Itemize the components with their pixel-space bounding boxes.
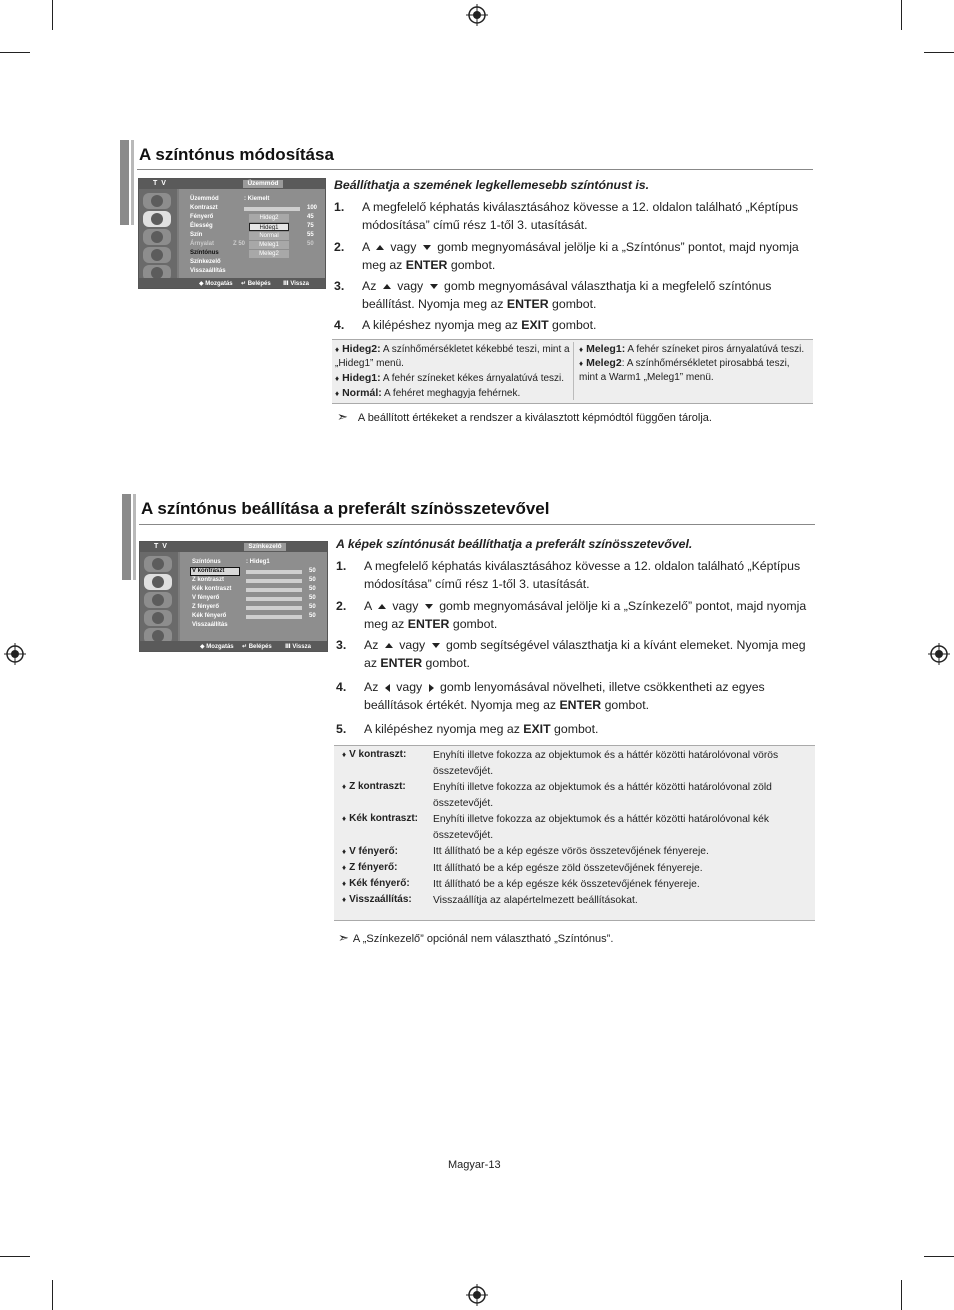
bullet-icon: ♦ bbox=[342, 895, 347, 904]
step-item bbox=[336, 597, 816, 635]
table-row-label: ♦ Kék fényerő: bbox=[342, 878, 410, 889]
tv-osd-menu bbox=[139, 541, 328, 652]
section-marker-bar bbox=[122, 494, 131, 580]
bullet-icon: ♦ bbox=[579, 345, 584, 354]
step-number: 3. bbox=[336, 638, 347, 652]
bullet-icon: ♦ bbox=[342, 814, 347, 823]
osd-row-label: Kék kontraszt bbox=[192, 586, 232, 592]
table-row-label: ♦ Visszaállítás: bbox=[342, 894, 412, 905]
bullet-icon: ♦ bbox=[335, 345, 340, 354]
table-row-label: ♦ Z kontraszt: bbox=[342, 781, 406, 792]
osd-row-label: Élesség bbox=[190, 223, 213, 229]
osd-row-label: V kontraszt bbox=[192, 568, 225, 574]
down-arrow-icon bbox=[425, 604, 433, 609]
table-row-label: ♦ Z fényerő: bbox=[342, 862, 398, 873]
note-arrow-icon: ➣ bbox=[337, 409, 348, 424]
bullet-icon: ♦ bbox=[342, 782, 347, 791]
sound-icon bbox=[144, 592, 172, 608]
osd-row-label: Visszaállítás bbox=[190, 268, 226, 274]
osd-option[interactable]: Meleg2 bbox=[249, 250, 289, 258]
osd-tv-label: T V bbox=[153, 180, 167, 187]
up-arrow-icon bbox=[383, 284, 391, 289]
table-row-desc: Visszaállítja az alapértelmezett beállításokat. bbox=[433, 895, 638, 906]
note-item: ♦ Meleg1: A fehér színeket piros árnyalatúvá teszi. bbox=[579, 343, 805, 355]
step-text: A vagy gomb megnyomásával jelölje ki a „Színtónus” pontot, majd nyomja meg az ENTER gombot. bbox=[362, 240, 799, 272]
step-number: 4. bbox=[336, 680, 347, 694]
crop-mark bbox=[924, 52, 954, 53]
osd-row-label: Kék fényerő bbox=[192, 613, 227, 619]
note-item: ♦ Hideg1: A fehér színeket kékes árnyalatúvá teszi. bbox=[335, 372, 565, 384]
table-row-desc: Itt állítható be a kép egésze zöld összetevőjének fényereje. bbox=[433, 863, 703, 874]
left-arrow-icon bbox=[385, 684, 390, 692]
osd-row-value: 50 bbox=[309, 586, 316, 592]
note-arrow-icon: ➣ bbox=[338, 930, 349, 945]
right-arrow-icon bbox=[429, 684, 434, 692]
table-row-label: ♦ Kék kontraszt: bbox=[342, 813, 418, 824]
down-arrow-icon bbox=[423, 245, 431, 250]
step-number: 1. bbox=[336, 559, 347, 573]
up-arrow-icon bbox=[376, 245, 384, 250]
osd-option[interactable]: Hideg2 bbox=[249, 214, 289, 222]
table-row-desc: Itt állítható be a kép egésze kék összetevőjének fényereje. bbox=[433, 879, 700, 890]
step-text: Az vagy gomb megnyomásával választhatja ki a megfelelő színtónus beállítást. Nyomja meg az ENTER gombot. bbox=[362, 279, 772, 311]
crop-mark bbox=[901, 1280, 902, 1310]
osd-row-value: 50 bbox=[307, 241, 314, 247]
osd-row-label: Fényerő bbox=[190, 214, 214, 220]
bullet-icon: ♦ bbox=[579, 359, 584, 368]
step-item bbox=[334, 238, 814, 276]
osd-footer-enter: ↵ Belépés bbox=[241, 281, 271, 287]
note-item: ♦ Hideg2: A színhőmérsékletet kékebbé teszi, mint a „Hideg1” menü. bbox=[335, 343, 570, 369]
antenna-icon bbox=[144, 556, 172, 572]
step-number: 4. bbox=[334, 318, 345, 332]
osd-menu-title: Üzemmód bbox=[243, 180, 283, 188]
osd-header bbox=[139, 179, 325, 189]
section-title: A színtónus beállítása a preferált színösszetevővel bbox=[141, 499, 550, 518]
osd-slider bbox=[246, 579, 302, 583]
step-text: Az vagy gomb segítségével választhatja ki a kívánt elemeket. Nyomja meg az ENTER gombot. bbox=[364, 638, 806, 670]
picture-icon bbox=[144, 574, 172, 590]
table-row-label: ♦ V kontraszt: bbox=[342, 749, 407, 760]
osd-panel bbox=[180, 552, 327, 642]
section-intro: Beállíthatja a szemének legkellemesebb színtónust is. bbox=[334, 178, 650, 192]
osd-row-value: 50 bbox=[309, 577, 316, 583]
osd-row-label: Színkezelő bbox=[190, 259, 221, 265]
section-marker-bar bbox=[120, 140, 129, 225]
osd-footer-move: ◆ Mozgatás bbox=[199, 281, 233, 287]
osd-tv-label: T V bbox=[154, 543, 168, 550]
osd-row-value: 45 bbox=[307, 214, 314, 220]
osd-row-label: V fényerő bbox=[192, 595, 220, 601]
section-marker-bar bbox=[131, 140, 134, 225]
step-text: A kilépéshez nyomja meg az EXIT gombot. bbox=[362, 318, 597, 332]
osd-icon-column bbox=[139, 189, 177, 279]
step-number: 2. bbox=[336, 599, 347, 613]
down-arrow-icon bbox=[432, 643, 440, 648]
step-number: 5. bbox=[336, 722, 347, 736]
osd-row-value: 75 bbox=[307, 223, 314, 229]
tv-osd-menu bbox=[138, 178, 326, 289]
osd-row-label: Színtónus bbox=[192, 559, 221, 565]
bullet-icon: ♦ bbox=[342, 847, 347, 856]
table-row-desc: Enyhíti illetve fokozza az objektumok és a háttér közötti határolóvonal kék összetevőjét. bbox=[433, 814, 769, 841]
up-arrow-icon bbox=[385, 643, 393, 648]
step-number: 1. bbox=[334, 200, 345, 214]
osd-footer-back: Ⅲ Vissza bbox=[283, 281, 309, 287]
page-number: Magyar-13 bbox=[448, 1159, 501, 1171]
down-arrow-icon bbox=[430, 284, 438, 289]
step-item bbox=[334, 316, 814, 334]
osd-menu-title: Színkezelő bbox=[244, 543, 286, 551]
note-item: ♦ Meleg2: A színhőmérsékletet pirosabbá teszi, mint a Warm1 „Meleg1” menü. bbox=[579, 357, 790, 383]
osd-option[interactable]: Meleg1 bbox=[249, 241, 289, 249]
section-intro: A képek színtónusát beállíthatja a preferált színösszetevővel. bbox=[336, 537, 693, 551]
osd-z-label: Z 50 bbox=[233, 241, 246, 247]
osd-slider bbox=[246, 570, 302, 574]
step-text: A megfelelő képhatás kiválasztásához kövesse a 12. oldalon található „Képtípus módosítása” című rész 1-től 3. utasítását. bbox=[364, 559, 801, 591]
step-item bbox=[336, 678, 816, 716]
antenna-icon bbox=[143, 193, 171, 209]
osd-footer-move: ◆ Mozgatás bbox=[200, 644, 234, 650]
bullet-icon: ♦ bbox=[335, 389, 340, 398]
step-item bbox=[336, 720, 816, 738]
osd-row-label: Üzemmód bbox=[190, 196, 219, 202]
table-row-desc: Enyhíti illetve fokozza az objektumok és a háttér közötti határolóvonal vörös összetevőjét. bbox=[433, 750, 779, 777]
osd-row-label: Kontraszt bbox=[190, 205, 218, 211]
memo-note: ➣ A beállított értékeket a rendszer a kiválasztott képmódtól függően tárolja. bbox=[337, 409, 712, 424]
osd-row-label: Visszaállítás bbox=[192, 622, 228, 628]
registration-mark-icon bbox=[466, 1284, 488, 1306]
osd-row-label: Z fényerő bbox=[192, 604, 220, 610]
osd-row-value: 55 bbox=[307, 232, 314, 238]
step-text: A megfelelő képhatás kiválasztásához kövesse a 12. oldalon található „Képtípus módosítása” című rész 1-től 3. utasítását. bbox=[362, 200, 799, 232]
bullet-icon: ♦ bbox=[342, 750, 347, 759]
osd-icon-column bbox=[140, 552, 178, 642]
osd-option[interactable]: Normal bbox=[249, 232, 289, 240]
table-row-label: ♦ V fényerő: bbox=[342, 846, 398, 857]
osd-row-value: 50 bbox=[309, 568, 316, 574]
step-item bbox=[336, 557, 816, 595]
step-text: A kilépéshez nyomja meg az EXIT gombot. bbox=[364, 722, 599, 736]
registration-mark-icon bbox=[466, 4, 488, 26]
crop-mark bbox=[52, 1280, 53, 1310]
section-rule bbox=[139, 524, 815, 525]
step-item bbox=[334, 277, 814, 315]
osd-slider bbox=[246, 597, 302, 601]
bullet-icon: ♦ bbox=[342, 863, 347, 872]
osd-row-value: 50 bbox=[309, 613, 316, 619]
osd-header bbox=[140, 542, 327, 552]
osd-row-value: : Kiemelt bbox=[244, 196, 270, 202]
step-text: Az vagy gomb lenyomásával növelheti, illetve csökkentheti az egyes beállítások értékét. Nyomja meg az ENTER gombot. bbox=[364, 680, 765, 712]
osd-slider bbox=[246, 615, 302, 619]
crop-mark bbox=[52, 0, 53, 30]
osd-row-label: Szín bbox=[190, 232, 203, 238]
osd-row-value: 100 bbox=[307, 205, 318, 211]
table-row-desc: Itt állítható be a kép egésze vörös összetevőjének fényereje. bbox=[433, 846, 709, 857]
osd-footer-back: Ⅲ Vissza bbox=[285, 644, 311, 650]
crop-mark bbox=[901, 0, 902, 30]
crop-mark bbox=[0, 1256, 30, 1257]
registration-mark-icon bbox=[928, 643, 950, 665]
section-marker-bar bbox=[133, 494, 136, 580]
bullet-icon: ♦ bbox=[335, 374, 340, 383]
timer-icon bbox=[143, 247, 171, 263]
table-row-desc: Enyhíti illetve fokozza az objektumok és a háttér közötti határolóvonal zöld összetevőjét. bbox=[433, 782, 772, 809]
osd-footer-enter: ↵ Belépés bbox=[242, 644, 272, 650]
sound-icon bbox=[143, 229, 171, 245]
section-rule bbox=[137, 169, 813, 170]
timer-icon bbox=[144, 610, 172, 626]
osd-row-value: 50 bbox=[309, 604, 316, 610]
note-divider bbox=[573, 342, 574, 400]
memo-note: ➣ A „Színkezelő” opciónál nem választható „Színtónus”. bbox=[338, 930, 614, 945]
bullet-icon: ♦ bbox=[342, 879, 347, 888]
section-title: A színtónus módosítása bbox=[139, 145, 334, 164]
registration-mark-icon bbox=[4, 643, 26, 665]
step-item bbox=[334, 198, 814, 236]
step-text: A vagy gomb megnyomásával jelölje ki a „Színkezelő” pontot, majd nyomja meg az ENTER gombot. bbox=[364, 599, 807, 631]
osd-panel bbox=[179, 189, 325, 279]
step-number: 3. bbox=[334, 279, 345, 293]
osd-slider bbox=[246, 606, 302, 610]
note-item: ♦ Normál: A fehéret meghagyja fehérnek. bbox=[335, 387, 521, 399]
osd-row-label: Z kontraszt bbox=[192, 577, 225, 583]
osd-row-label: Színtónus bbox=[190, 250, 219, 256]
crop-mark bbox=[0, 52, 30, 53]
crop-mark bbox=[924, 1256, 954, 1257]
up-arrow-icon bbox=[378, 604, 386, 609]
osd-slider bbox=[246, 588, 302, 592]
osd-row-value: 50 bbox=[309, 595, 316, 601]
osd-slider bbox=[244, 207, 300, 211]
step-item bbox=[336, 636, 816, 674]
osd-row-label: Árnyalat bbox=[190, 241, 215, 247]
step-number: 2. bbox=[334, 240, 345, 254]
osd-row-value: : Hideg1 bbox=[246, 559, 270, 565]
osd-option-selected[interactable]: Hideg1 bbox=[249, 223, 289, 231]
picture-icon bbox=[143, 211, 171, 227]
